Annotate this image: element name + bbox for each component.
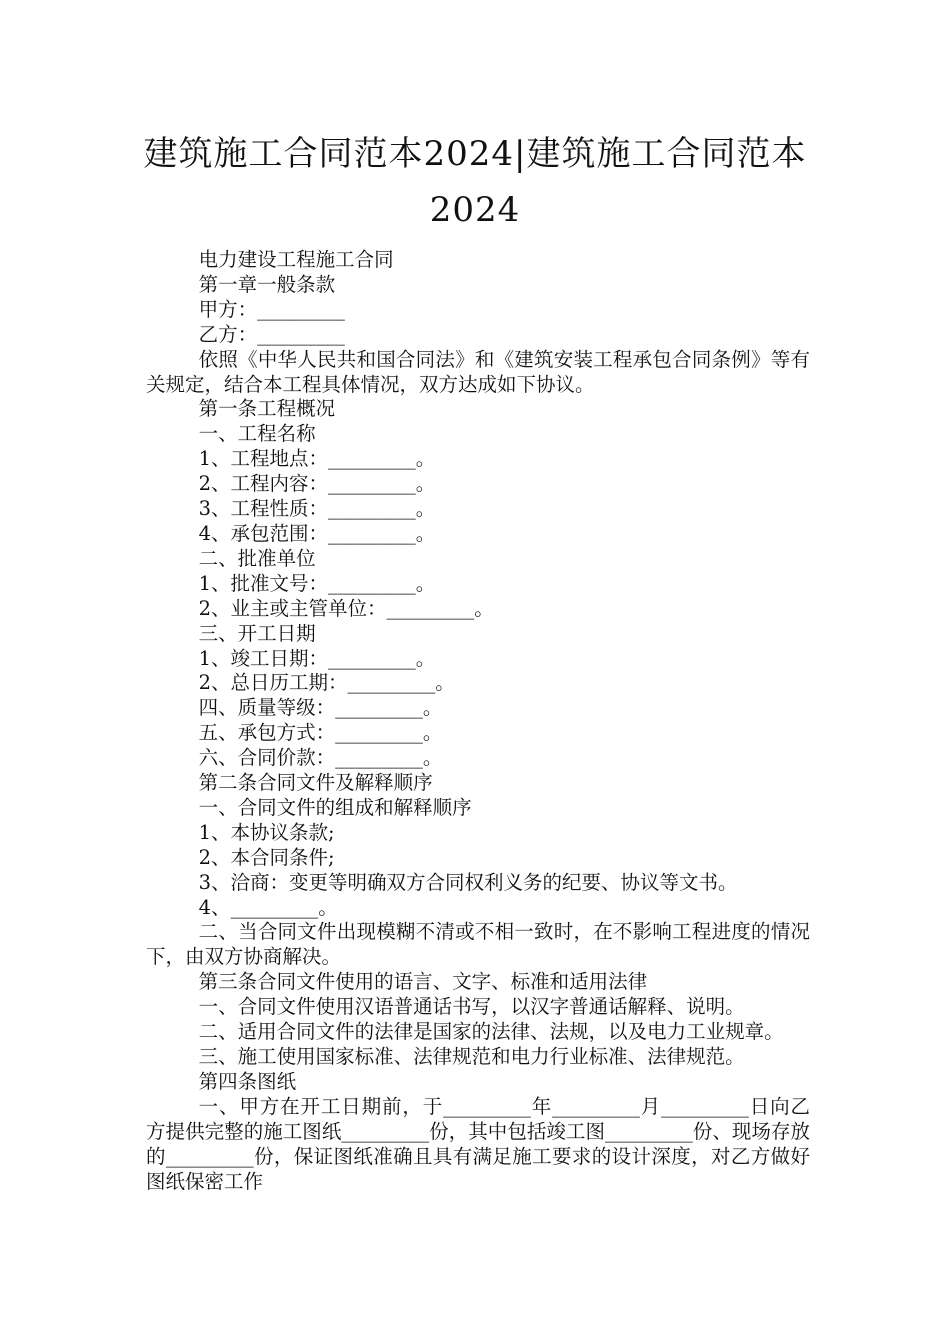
article-4-heading: 第四条图纸 <box>198 1069 297 1093</box>
documents-item-4: 4、_________。 <box>198 895 338 919</box>
drawings-paragraph: 一、甲方在开工日期前，于_________年_________月_________日向乙方提供完整的施工图纸_________份，其中包括竣工图_________份、现场存放的_________份，保证图纸准确且具有满足施工要求的设计深度，对乙方做好图纸保密工作 <box>146 1094 810 1193</box>
document-body <box>146 248 810 1194</box>
project-nature-line: 3、工程性质：_________。 <box>198 497 436 521</box>
article-1-heading: 第一条工程概况 <box>198 397 336 421</box>
heading-contract-name: 电力建设工程施工合同 <box>198 248 394 271</box>
documents-item-2: 2、本合同条件; <box>198 845 335 869</box>
approval-number-line: 1、批准文号：_________。 <box>198 571 436 595</box>
contract-method-line: 五、承包方式：_________。 <box>198 721 443 745</box>
approval-unit-heading: 二、批准单位 <box>198 546 316 570</box>
total-duration-line: 2、总日历工期：_________。 <box>198 671 455 695</box>
party-a-line: 甲方：_________ <box>198 297 345 321</box>
law-clause: 二、适用合同文件的法律是国家的法律、法规，以及电力工业规章。 <box>198 1020 784 1044</box>
quality-grade-line: 四、质量等级：_________。 <box>198 696 443 720</box>
owner-unit-line: 2、业主或主管单位：_________。 <box>198 596 494 620</box>
documents-order-heading: 一、合同文件的组成和解释顺序 <box>198 795 472 819</box>
article-3-heading: 第三条合同文件使用的语言、文字、标准和适用法律 <box>198 970 648 994</box>
title-line-1: 建筑施工合同范本2024|建筑施工合同范本 <box>143 134 807 174</box>
project-location-line: 1、工程地点：_________。 <box>198 447 436 471</box>
documents-item-1: 1、本协议条款; <box>198 820 335 844</box>
standards-clause: 三、施工使用国家标准、法律规范和电力行业标准、法律规范。 <box>198 1045 745 1068</box>
heading-chapter-1: 第一章一般条款 <box>198 272 336 296</box>
party-b-line: 乙方：_________ <box>198 322 345 346</box>
project-content-line: 2、工程内容：_________。 <box>198 472 436 496</box>
documents-item-3: 3、洽商：变更等明确双方合同权利义务的纪要、协议等文书。 <box>198 870 738 894</box>
article-2-heading: 第二条合同文件及解释顺序 <box>198 771 433 795</box>
ambiguity-paragraph: 二、当合同文件出现模糊不清或不相一致时，在不影响工程进度的情况下，由双方协商解决。 <box>146 920 810 969</box>
title-line-2: 2024 <box>429 190 521 230</box>
start-date-heading: 三、开工日期 <box>198 621 316 645</box>
project-name-heading: 一、工程名称 <box>198 422 316 446</box>
preamble-paragraph: 依照《中华人民共和国合同法》和《建筑安装工程承包合同条例》等有关规定，结合本工程具体情况，双方达成如下协议。 <box>146 347 810 396</box>
language-clause: 一、合同文件使用汉语普通话书写，以汉字普通话解释、说明。 <box>198 995 745 1019</box>
contract-price-line: 六、合同价款：_________。 <box>198 746 443 770</box>
document-title <box>100 126 850 238</box>
completion-date-line: 1、竣工日期：_________。 <box>198 646 436 670</box>
contract-scope-line: 4、承包范围：_________。 <box>198 521 436 545</box>
